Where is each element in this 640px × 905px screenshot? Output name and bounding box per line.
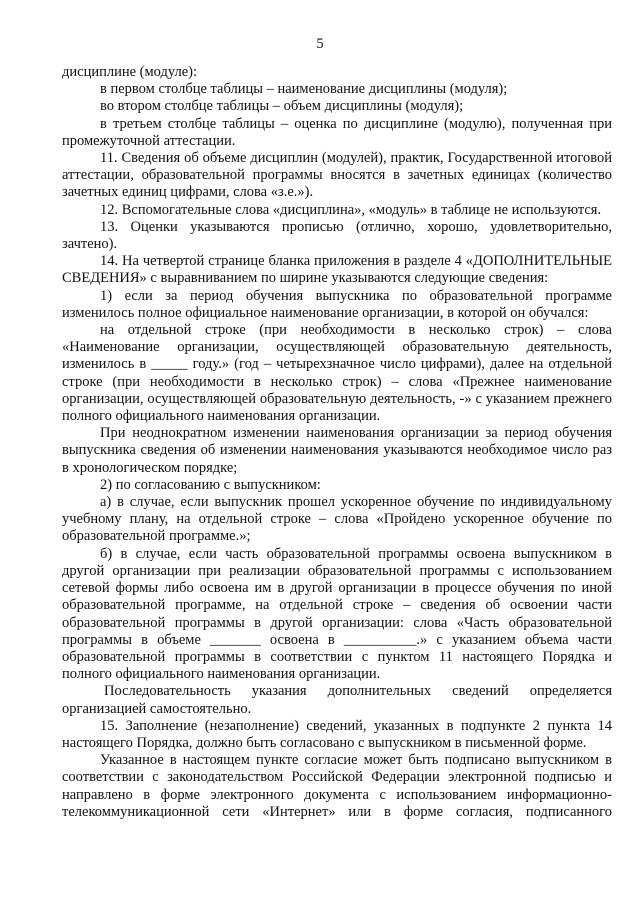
paragraph-item-15: 15. Заполнение (незаполнение) сведений, указанных в подпункте 2 пункта 14 настоящего Порядка, должно быть согласовано с выпускником в письменной форме.	[62, 717, 612, 751]
paragraph-item-14-1: 1) если за период обучения выпускника по образовательной программе изменилось полное официальное наименование организации, в которой он обучался:	[62, 287, 612, 321]
document-body	[62, 64, 612, 821]
paragraph-name-change: на отдельной строке (при необходимости в несколько строк) – слова «Наименование организации, осуществляющей образовательную деятельность, изменилось в _____ году.» (год – четырехзначное число цифрами), далее на отдельной строке (при необходимости в несколько строк) – слова «Прежнее наименование организации, осуществляющей образовательную деятельность, -» с указанием прежнего полного официального наименования организации.	[62, 322, 612, 425]
paragraph-item-14-2a: а) в случае, если выпускник прошел ускоренное обучение по индивидуальному учебному плану, на отдельной строке – слова «Пройдено ускоренное обучение по образовательной программе.»;	[62, 494, 612, 545]
paragraph-item-14-2: 2) по согласованию с выпускником:	[100, 476, 321, 493]
paragraph-item-13: 13. Оценки указываются прописью (отлично, хорошо, удовлетворительно, зачтено).	[62, 218, 612, 253]
page-number: 5	[316, 36, 324, 52]
paragraph-sequence: Последовательность указания дополнительных сведений определяется организацией самостоятельно.	[62, 683, 612, 717]
paragraph-item-12: 12. Вспомогательные слова «дисциплина», «модуль» в таблице не используются.	[100, 201, 602, 218]
paragraph-first-column: в первом столбце таблицы – наименование дисциплины (модуля);	[100, 81, 508, 98]
paragraph-second-column: во втором столбце таблицы – объем дисциплины (модуля);	[100, 98, 464, 115]
paragraph-item-14: 14. На четвертой странице бланка приложения в разделе 4 «ДОПОЛНИТЕЛЬНЫЕ СВЕДЕНИЯ» с выравниванием по ширине указываются следующие сведения:	[62, 253, 612, 287]
paragraph-repeated-change: При неоднократном изменении наименования организации за период обучения выпускника сведения об изменении наименования указываются необходимое число раз в хронологическом порядке;	[62, 425, 612, 476]
paragraph-third-column: в третьем столбце таблицы – оценка по дисциплине (модулю), полученная при промежуточной аттестации.	[62, 115, 612, 149]
paragraph-item-14-2b: б) в случае, если часть образовательной программы освоена выпускником в другой организации при реализации образовательной программы с использованием сетевой формы либо освоена им в другой организации в процессе обучения по иной образовательной программе, на отдельной строке – сведения об освоении части образовательной программы в другой организации: слова «Часть образовательной программы в объеме _______ освоена в __________.» с указанием объема части образовательной программы в соответствии с пунктом 11 настоящего Порядка и полного официального наименования организации.	[62, 545, 612, 683]
paragraph-item-11: 11. Сведения об объеме дисциплин (модулей), практик, Государственной итоговой аттестации, образовательной программы вносятся в зачетных единицах (количество зачетных единиц цифрами, слова «з.е.»).	[62, 150, 612, 201]
paragraph-consent: Указанное в настоящем пункте согласие может быть подписано выпускником в соответствии с законодательством Российской Федерации электронной подписью и направлено в форме электронного документа с использованием информационно-телекоммуникационной сети «Интернет» или в форме согласия, подписанного	[62, 752, 612, 820]
paragraph-continuation: дисциплине (модуле):	[62, 64, 198, 80]
